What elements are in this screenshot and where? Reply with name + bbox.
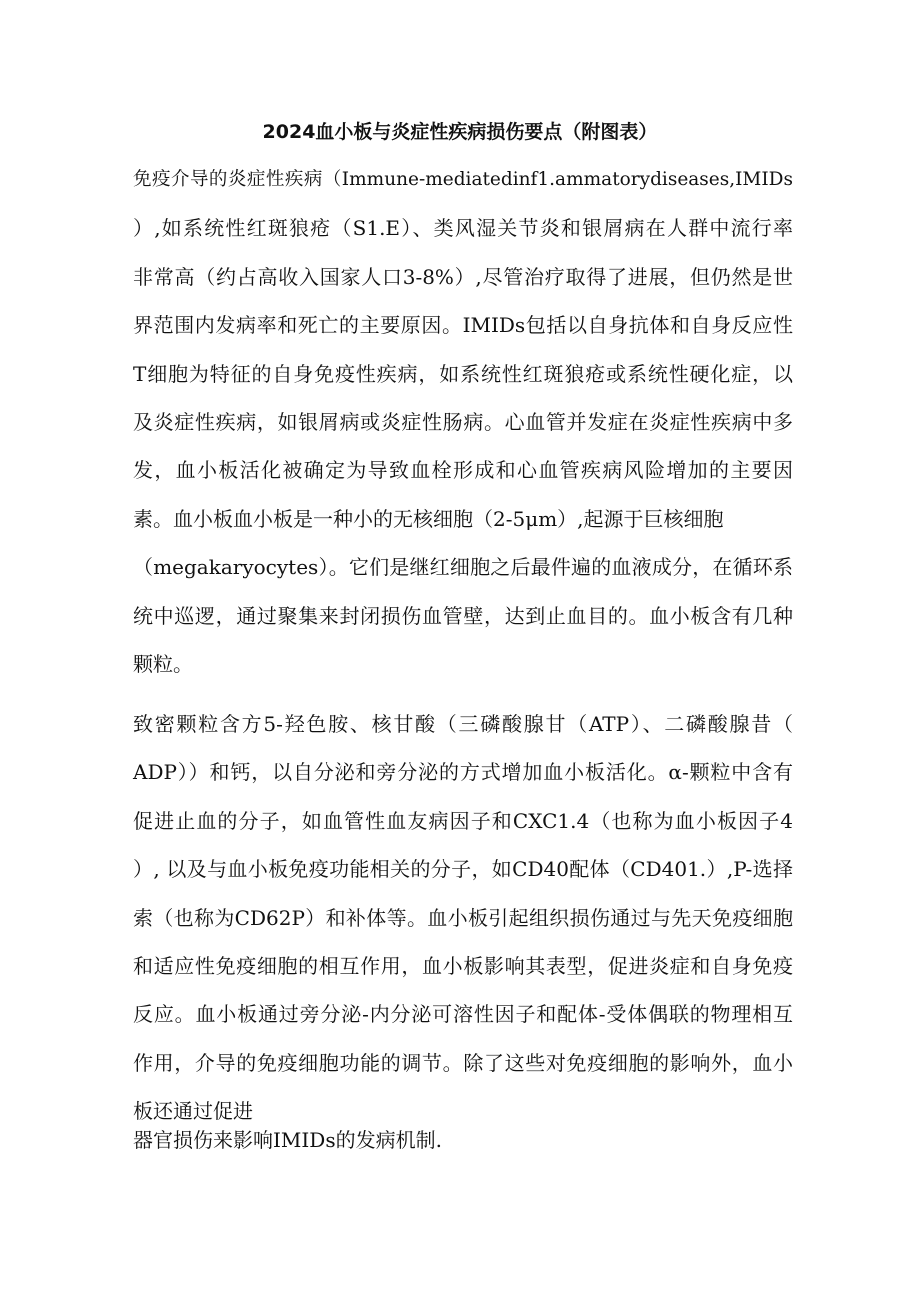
text-line: 发，血小板活化被确定为导致血栓形成和心血管疾病风险增加的主要因 xyxy=(133,458,793,483)
document-title: 2024血小板与炎症性疾病损伤要点（附图表） xyxy=(262,121,658,143)
paragraph-1 xyxy=(133,156,793,688)
text-line: 致密颗粒含方5-羟色胺、核甘酸（三磷酸腺甘（ATP）、二磷酸腺昔（ xyxy=(133,712,793,736)
text-line: ）, 以及与血小板免疫功能相关的分子，如CD40配体（CD401.）,P-选择 xyxy=(133,857,793,882)
text-line: ）,如系统性红斑狼疮（S1.E）、类风湿关节炎和银屑病在人群中流行率 xyxy=(133,216,793,241)
text-line: 统中巡逻，通过聚集来封闭损伤血管壁，达到止血目的。血小板含有几种 xyxy=(133,603,793,628)
text-line: 界范围内发病率和死亡的主要原因。IMIDs包括以自身抗体和自身反应性 xyxy=(133,313,793,338)
paragraph-2 xyxy=(133,700,793,1136)
paragraph-3 xyxy=(133,1120,793,1160)
text-line: 促进止血的分子，如血管性血友病因子和CXC1.4（也称为血小板因子4 xyxy=(133,808,793,833)
text-line: ADP））和钙，以自分泌和旁分泌的方式增加血小板活化。α-颗粒中含有 xyxy=(133,760,793,785)
text-line: 和适应性免疫细胞的相互作用，血小板影响其表型，促进炎症和自身免疫 xyxy=(133,953,793,978)
text-line: （megakaryocytes）。它们是继红细胞之后最件遍的血液成分，在循环系 xyxy=(133,555,793,580)
text-line: 免疫介导的炎症性疾病（Immune-mediatedinf1.ammatorydiseases,IMIDs xyxy=(133,169,793,190)
text-line: 及炎症性疾病，如银屑病或炎症性肠病。心血管并发症在炎症性疾病中多 xyxy=(133,409,793,434)
text-line: 非常高（约占高收入国家人口3-8%）,尽管治疗取得了进展，但仍然是世 xyxy=(133,264,793,289)
text-line: 反应。血小板通过旁分泌-内分泌可溶性因子和配体-受体偶联的物理相互 xyxy=(133,1002,793,1027)
text-line: 颗粒。 xyxy=(133,651,193,676)
text-line: 作用，介导的免疫细胞功能的调节。除了这些对免疫细胞的影响外，血小 xyxy=(133,1050,793,1075)
text-line: 素。血小板血小板是一种小的无核细胞（2-5μm）,起源于巨核细胞 xyxy=(133,506,724,531)
text-line: T细胞为特征的自身免疫性疾病，如系统性红斑狼疮或系统性硬化症，以 xyxy=(133,361,793,386)
text-line: 索（也称为CD62P）和补体等。血小板引起组织损伤通过与先天免疫细胞 xyxy=(133,905,793,930)
text-line: 板还通过促进 xyxy=(133,1099,253,1124)
text-line: 器官损伤来影响IMIDs的发病机制. xyxy=(133,1128,442,1152)
